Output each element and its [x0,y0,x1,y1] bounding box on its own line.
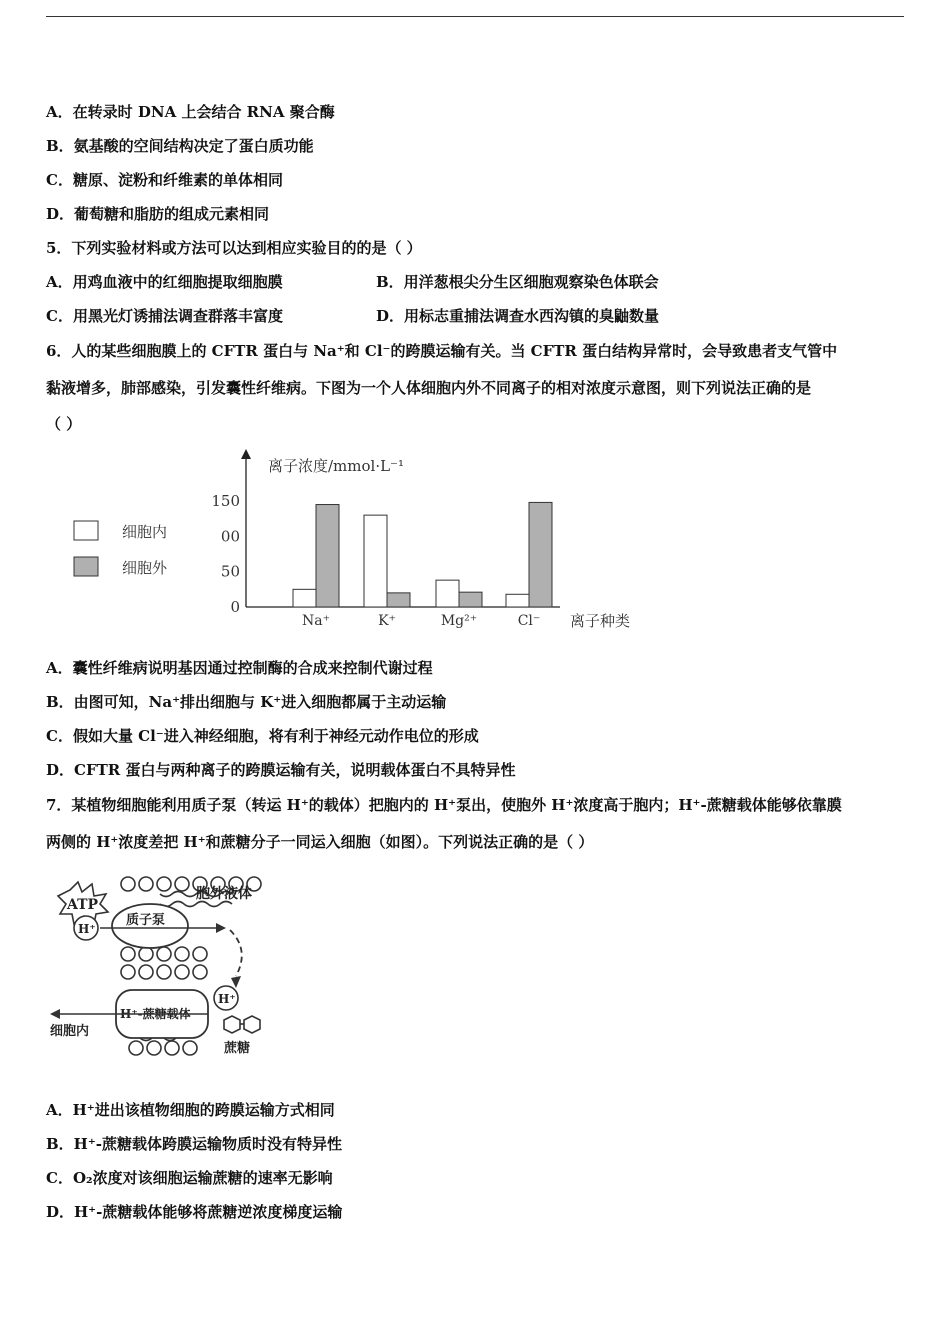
y-tick-label: 0 [230,598,240,616]
sucrose-icon [224,1016,240,1033]
ion-concentration-chart [60,445,660,640]
q7-stem-1: 7．某植物细胞能利用质子泵（转运 H⁺的载体）把胞内的 H⁺泵出，使胞外 H⁺浓度高于胞内；H⁺-蔗糖载体能够依靠膜 [46,796,842,814]
y-tick-label: 150 [211,492,240,510]
q4-option-d: D．葡萄糖和脂肪的组成元素相同 [46,205,270,223]
y-tick-label: 50 [220,562,240,581]
atp-label: ATP [67,897,99,913]
q5-option-a: A．用鸡血液中的红细胞提取细胞膜 [46,273,283,291]
q7-option-d: D．H⁺-蔗糖载体能够将蔗糖逆浓度梯度运输 [46,1203,343,1221]
q4-option-b: B．氨基酸的空间结构决定了蛋白质功能 [46,137,314,155]
x-tick-label: Cl⁻ [517,613,541,629]
x-axis-label: 离子种类 [570,612,631,630]
x-ticks [302,613,540,629]
q5-option-b: B．用洋葱根尖分生区细胞观察染色体联会 [376,273,659,291]
sucrose-label: 蔗糖 [224,1041,251,1056]
x-tick-label: Mg²⁺ [440,613,478,629]
outside-label: 胞外液体 [196,886,252,902]
pump-arrow-head [216,923,226,933]
y-tick-label: 00 [220,527,240,546]
q4-option-c: C．糖原、淀粉和纤维素的单体相同 [46,171,283,189]
bar-inside-2 [436,580,459,607]
q5-stem: 5．下列实验材料或方法可以达到相应实验目的的是（ ） [46,239,422,257]
y-ticks [211,492,240,616]
q4-option-a: A．在转录时 DNA 上会结合 RNA 聚合酶 [46,103,335,121]
q6-stem-2: 黏液增多，肺部感染，引发囊性纤维病。下图为一个人体细胞内外不同离子的相对浓度示意图，则下列说法正确的是 [46,379,812,397]
legend-swatch-outside [74,557,98,576]
q7-stem-2: 两侧的 H⁺浓度差把 H⁺和蔗糖分子一同运入细胞（如图）。下列说法正确的是（ ） [46,833,594,851]
bar-outside-2 [459,592,482,607]
legend-swatch-inside [74,521,98,540]
q7-option-c: C．O₂浓度对该细胞运输蔗糖的速率无影响 [46,1169,333,1187]
proton-pump-diagram [40,868,280,1068]
proton-pump-label: 质子泵 [126,913,166,928]
inside-label: 细胞内 [50,1024,90,1039]
dashed-arrow [230,930,242,976]
q7-option-b: B．H⁺-蔗糖载体跨膜运输物质时没有特异性 [46,1135,342,1153]
q7-option-a: A．H⁺进出该植物细胞的跨膜运输方式相同 [46,1101,335,1119]
q6-stem-3: （ ） [46,415,82,433]
q6-option-b: B．由图可知，Na⁺排出细胞与 K⁺进入细胞都属于主动运输 [46,693,447,711]
q6-option-d: D．CFTR 蛋白与两种离子的跨膜运输有关，说明载体蛋白不具特异性 [46,761,516,779]
x-tick-label: Na⁺ [302,613,330,629]
bar-outside-1 [387,593,410,607]
bars [293,502,552,607]
bar-outside-0 [316,505,339,607]
q5-option-d: D．用标志重捕法调查水西沟镇的臭鼬数量 [376,307,660,325]
x-tick-label: K⁺ [378,613,396,629]
legend-label-inside: 细胞内 [122,523,168,541]
top-rule [46,16,904,17]
bar-outside-3 [529,502,552,607]
y-axis-arrow [241,449,251,459]
legend-label-outside: 细胞外 [122,559,168,577]
q6-option-c: C．假如大量 Cl⁻进入神经细胞，将有利于神经元动作电位的形成 [46,727,479,745]
h-ion-outside-label: H⁺ [218,992,236,1006]
carrier-label: H⁺-蔗糖载体 [120,1007,191,1021]
bar-inside-3 [506,594,529,607]
bar-inside-1 [364,515,387,607]
q6-stem-1: 6．人的某些细胞膜上的 CFTR 蛋白与 Na⁺和 Cl⁻的跨膜运输有关。当 CFTR 蛋白结构异常时，会导致患者支气管中 [46,342,838,360]
q6-option-a: A．囊性纤维病说明基因通过控制酶的合成来控制代谢过程 [46,659,433,677]
q5-option-c: C．用黑光灯诱捕法调查群落丰富度 [46,307,283,325]
bar-inside-0 [293,589,316,607]
h-ion-inside-label: H⁺ [78,922,96,936]
y-axis-label: 离子浓度/mmol·L⁻¹ [268,457,404,475]
